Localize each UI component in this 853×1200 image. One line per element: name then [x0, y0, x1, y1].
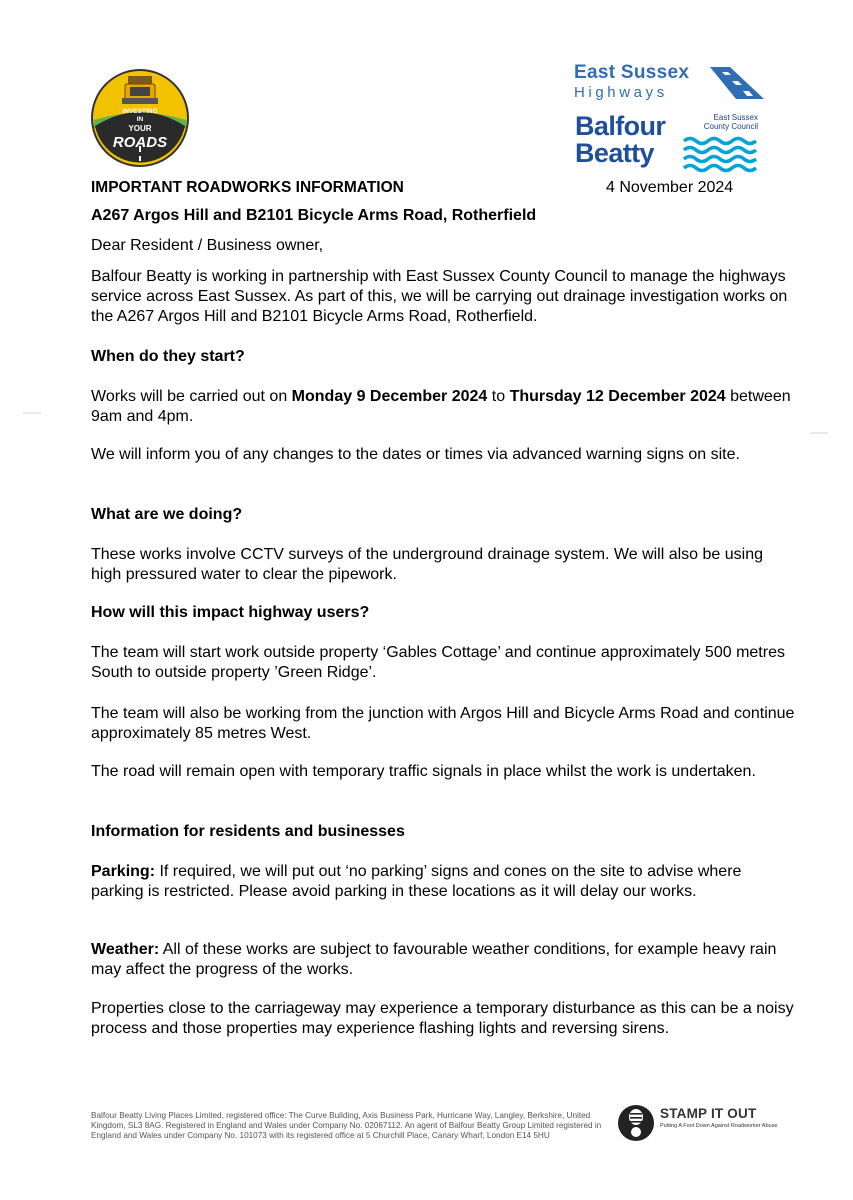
weather-paragraph: [91, 940, 781, 980]
impact-paragraph-2: The team will also be working from the junction with Argos Hill and Bicycle Arms Road and continue approximately 85 metres West.: [91, 705, 795, 742]
badge-line-your: YOUR: [128, 124, 152, 133]
section-heading-what: What are we doing?: [91, 506, 243, 523]
east-sussex-highways-logo: [574, 62, 764, 106]
balfour-beatty-logo: [575, 111, 666, 173]
fold-mark-right: [810, 432, 828, 434]
badge-line-in: IN: [136, 116, 144, 123]
salutation: Dear Resident / Business owner,: [91, 237, 324, 254]
works-dates-paragraph: [91, 387, 791, 427]
dates-suffix: between 9am and 4pm.: [91, 388, 791, 425]
badge-line-roads: ROADS: [112, 134, 168, 151]
escc-logo-text: [682, 113, 758, 131]
start-date: Monday 9 December 2024: [291, 388, 488, 405]
dates-to: to: [487, 388, 510, 405]
closing-paragraph: Properties close to the carriageway may experience a temporary disturbance as this can be a noisy process and those properties may experience flashing lights and reversing sirens.: [91, 1000, 794, 1037]
end-date: Thursday 12 December 2024: [509, 388, 726, 405]
impact-paragraph-1: The team will start work outside property ‘Gables Cottage’ and continue approximately 500 metres South to outside property ’Green Ridge’.: [91, 644, 785, 681]
escc-logo-line2: County Council: [703, 122, 758, 131]
parking-paragraph: [91, 862, 781, 902]
changes-paragraph: We will inform you of any changes to the dates or times via advanced warning signs on site.: [91, 446, 740, 463]
intro-paragraph: Balfour Beatty is working in partnership with East Sussex County Council to manage the highways service across East Sussex. As part of this, we will be carrying out drainage investigation works on the A267 Argos Hill and B2101 Bicycle Arms Road, Rotherfield.: [91, 268, 788, 325]
parking-text: If required, we will put out ‘no parking’ signs and cones on the site to advise where parking is restricted. Please avoid parking in these locations as it will delay our works.: [91, 863, 742, 900]
escc-logo-line1: East Sussex: [713, 113, 758, 122]
waves-icon: [682, 135, 760, 173]
esh-logo-line1: East Sussex: [574, 62, 690, 83]
impact-paragraph-3: The road will remain open with temporary traffic signals in place whilst the work is undertaken.: [91, 763, 756, 780]
footer-legal-text: Balfour Beatty Living Places Limited, registered office: The Curve Building, Axis Business Park, Hurricane Way, Langley, Berkshire, United Kingdom, SL3 8AG. Registered in England and Wales under Company No. 02067112. An agent of Balfour Beatty Group Limited registered in England and Wales under Company No. 101073 with its registered office at 5 Churchill Place, Canary Wharf, London E14 5HU: [91, 1111, 602, 1140]
bb-logo-line2: Beatty: [575, 138, 654, 168]
notice-heading: IMPORTANT ROADWORKS INFORMATION: [91, 179, 404, 196]
fold-mark-left: [23, 412, 41, 414]
section-heading-impact: How will this impact highway users?: [91, 604, 370, 621]
location-heading: A267 Argos Hill and B2101 Bicycle Arms Road, Rotherfield: [91, 207, 537, 224]
weather-label: Weather:: [91, 941, 160, 958]
works-description-paragraph: These works involve CCTV surveys of the underground drainage system. We will also be using high pressured water to clear the pipework.: [91, 546, 764, 583]
letter-date: 4 November 2024: [606, 179, 734, 196]
east-sussex-county-council-logo: [682, 113, 762, 173]
section-heading-info: Information for residents and businesses: [91, 823, 405, 840]
section-heading-when: When do they start?: [91, 348, 245, 365]
investing-in-your-roads-logo: [90, 68, 190, 168]
stamp-it-out-title: STAMP IT OUT: [660, 1106, 757, 1121]
weather-text: All of these works are subject to favourable weather conditions, for example heavy rain may affect the progress of the works.: [91, 941, 777, 978]
stamp-it-out-logo: [616, 1104, 816, 1142]
dates-prefix: Works will be carried out on: [91, 388, 292, 405]
esh-logo-line2: Highways: [574, 84, 668, 101]
stamp-it-out-tagline: Putting A Foot Down Against Roadworker Abuse: [660, 1123, 778, 1129]
road-swoosh-icon: [706, 65, 764, 99]
boot-print-icon: [616, 1104, 656, 1142]
parking-label: Parking:: [91, 863, 156, 880]
badge-line-investing: INVESTING: [122, 108, 158, 115]
bb-logo-line1: Balfour: [575, 111, 666, 141]
